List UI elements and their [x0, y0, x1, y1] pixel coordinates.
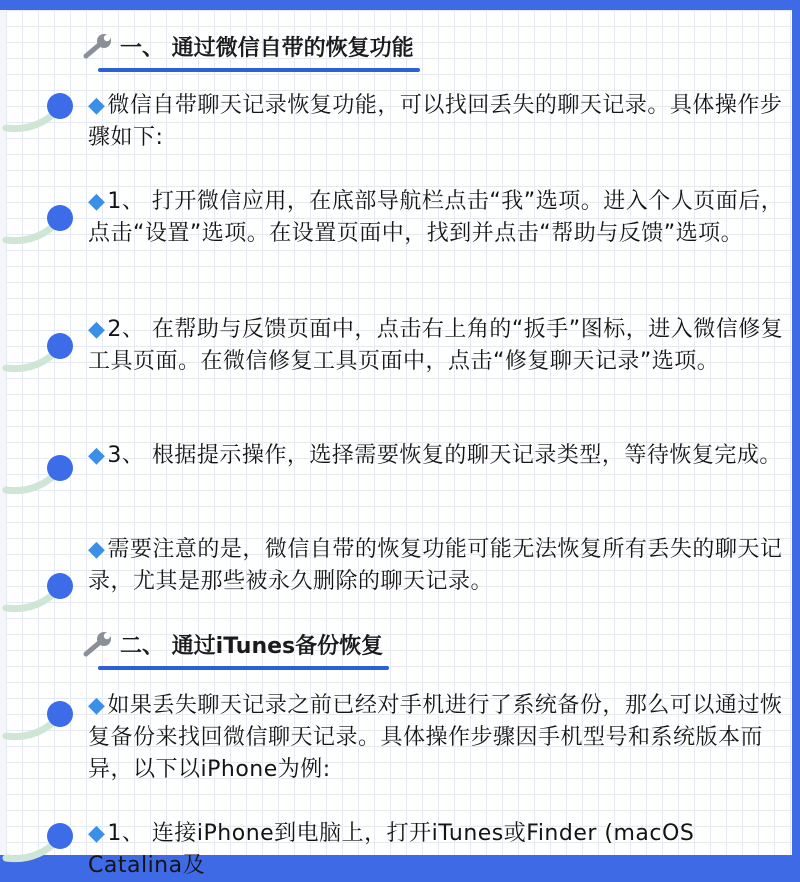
bullet-diamond-icon: ◆	[88, 317, 106, 342]
paragraph	[88, 440, 784, 472]
bullet-diamond-icon: ◆	[88, 693, 106, 718]
spiral-ring	[6, 450, 82, 506]
paragraph	[88, 186, 784, 250]
paragraph-text: 1、 打开微信应用，在底部导航栏点击“我”选项。进入个人页面后，点击“设置”选项。在设置页面中，找到并点击“帮助与反馈”选项。	[88, 189, 784, 246]
bullet-diamond-icon: ◆	[88, 93, 106, 118]
spiral-ring	[6, 696, 82, 752]
wrench-icon	[82, 30, 116, 62]
paragraph	[88, 534, 784, 598]
section-heading-text: 二、 通过iTunes备份恢复	[120, 633, 384, 659]
section-heading-text: 一、 通过微信自带的恢复功能	[120, 35, 414, 61]
paragraph-text: 需要注意的是，微信自带的恢复功能可能无法恢复所有丢失的聊天记录，尤其是那些被永久删除的聊天记录。	[88, 537, 783, 594]
paragraph-text: 如果丢失聊天记录之前已经对手机进行了系统备份，那么可以通过恢复备份来找回微信聊天记录。具体操作步骤因手机型号和系统版本而异，以下以iPhone为例:	[88, 693, 783, 782]
bullet-diamond-icon: ◆	[88, 189, 106, 214]
document-page	[0, 10, 792, 878]
section-heading	[82, 622, 383, 666]
heading-underline	[98, 666, 389, 670]
wrench-icon	[82, 628, 116, 660]
spiral-ring	[6, 200, 82, 256]
paragraph-text: 1、 连接iPhone到电脑上，打开iTunes或Finder (macOS Catalina及	[88, 821, 695, 878]
spiral-ring	[6, 568, 82, 624]
paragraph-text: 2、 在帮助与反馈页面中，点击右上角的“扳手”图标，进入微信修复工具页面。在微信修复工具页面中，点击“修复聊天记录”选项。	[88, 317, 784, 374]
heading-underline	[98, 68, 420, 72]
paragraph	[88, 818, 784, 882]
bullet-diamond-icon: ◆	[88, 443, 106, 468]
paragraph	[88, 314, 784, 378]
bullet-diamond-icon: ◆	[88, 821, 106, 846]
paragraph-text: 3、 根据提示操作，选择需要恢复的聊天记录类型，等待恢复完成。	[107, 443, 782, 468]
spiral-ring	[6, 88, 82, 144]
bullet-diamond-icon: ◆	[88, 537, 106, 562]
spiral-ring	[6, 818, 82, 874]
spiral-ring	[6, 328, 82, 384]
paragraph-text: 微信自带聊天记录恢复功能，可以找回丢失的聊天记录。具体操作步骤如下:	[88, 93, 783, 150]
paragraph	[88, 690, 784, 786]
paragraph	[88, 90, 784, 154]
section-heading	[82, 24, 414, 68]
